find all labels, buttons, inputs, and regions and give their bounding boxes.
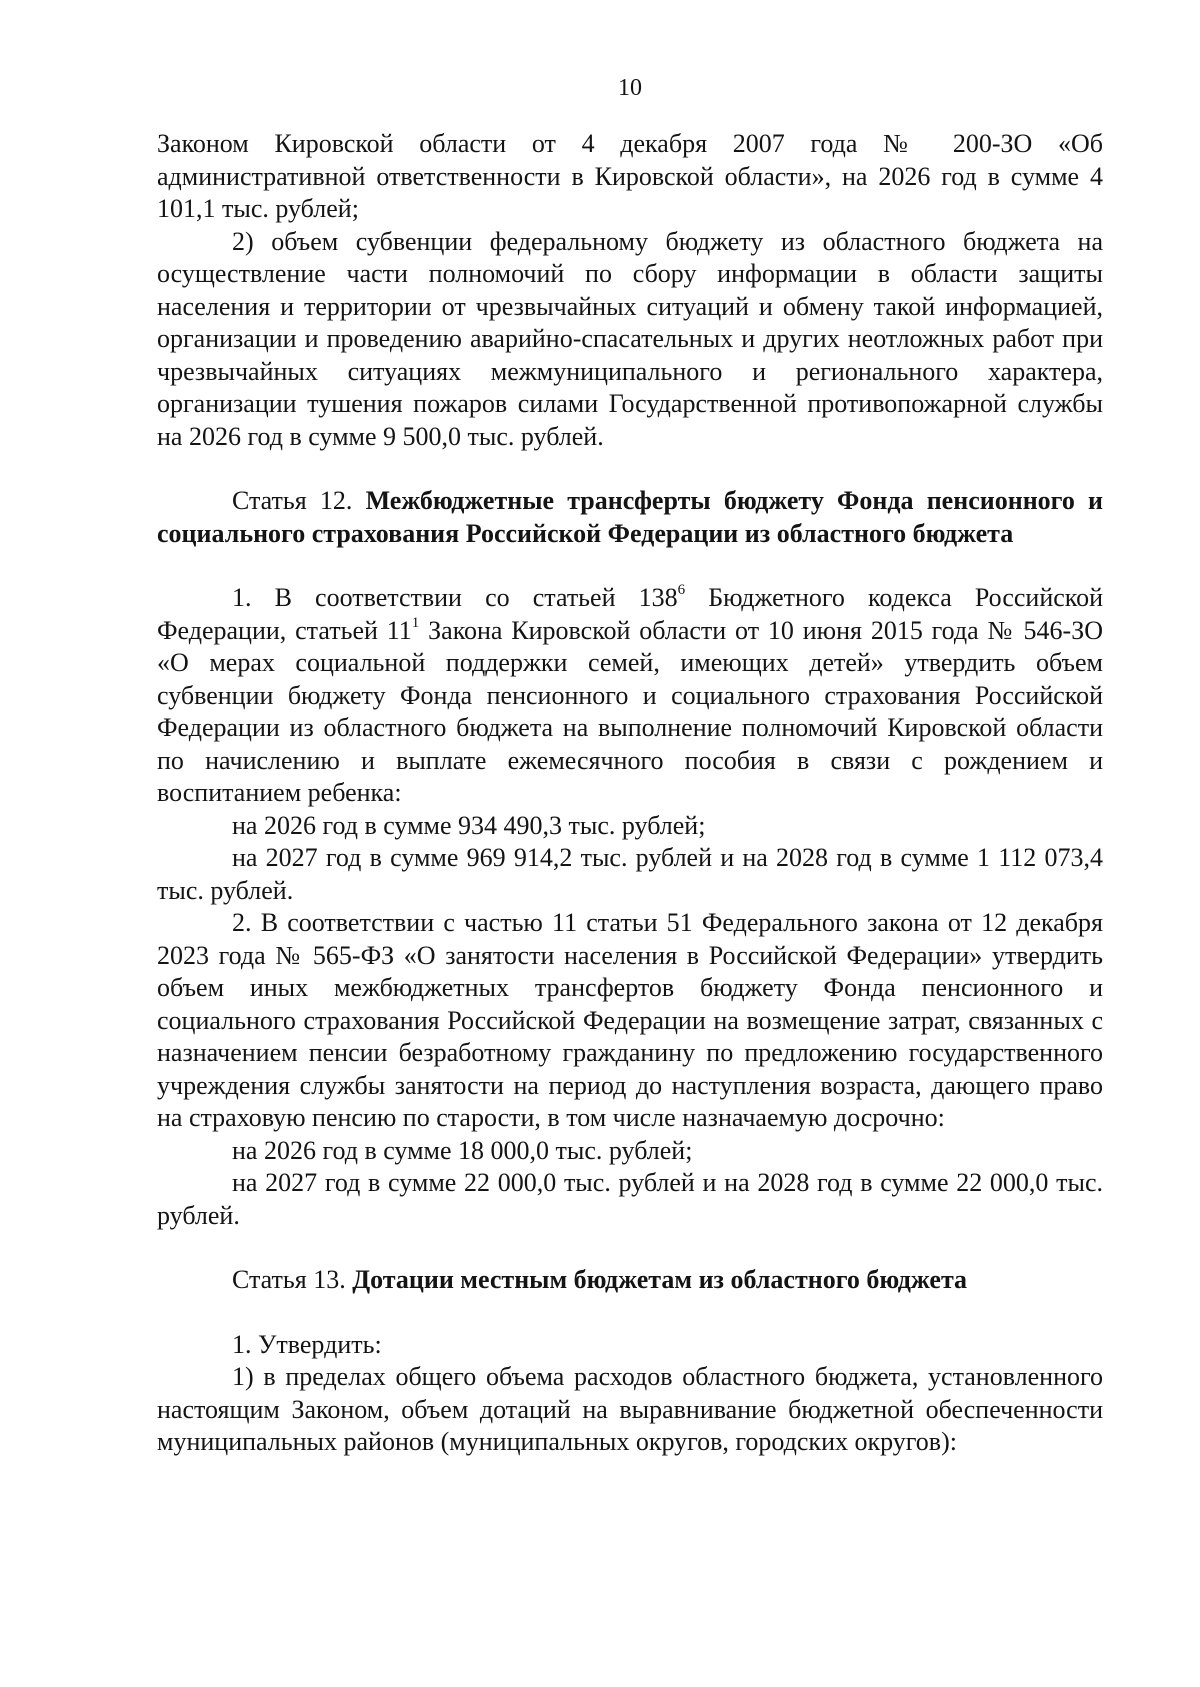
article-12-p2-amount-2027-2028: на 2027 год в сумме 22 000,0 тыс. рублей и на 2028 год в сумме 22 000,0 тыс. рублей. <box>157 1168 1103 1230</box>
paragraph-top-continuation: Законом Кировской области от 4 декабря 2007 года № 200-ЗО «Об административной ответственности в Кировской области», на 2026 год в сумме 4 101,1 тыс. рублей; <box>157 129 1103 223</box>
article-12-paragraph-2: 2. В соответствии с частью 11 статьи 51 Федерального закона от 12 декабря 2023 года № 565-ФЗ «О занятости населения в Российской Федерации» утвердить объем иных межбюджетных трансфертов бюджету Фонда пенсионного и социального страхования Российской Федерации на возмещение затрат, связанных с назначением пенсии безработному гражданину по предложению государственного учреждения службы занятости на период до наступления возраста, дающего право на страховую пенсию по старости, в том числе назначаемую досрочно: <box>157 908 1103 1132</box>
article-12-amount-2027-2028: на 2027 год в сумме 969 914,2 тыс. рублей и на 2028 год в сумме 1 112 073,4 тыс. рублей. <box>157 843 1103 905</box>
article-13-title: Дотации местным бюджетам из областного бюджета <box>352 1265 968 1294</box>
article-12-p2-amount-2026: на 2026 год в сумме 18 000,0 тыс. рублей; <box>232 1135 693 1165</box>
article-13-paragraph-1: 1. Утвердить: <box>232 1329 382 1359</box>
article-12-title: Межбюджетные трансферты бюджету Фонда пенсионного и социального страхования Российской Федерации из областного бюджета <box>157 486 1104 548</box>
article-12-paragraph-1: 1. В соответствии со статьей $138^6$ Бюджетного кодекса Российской Федерации, статьей $11^1$ Закона Кировской области от 10 июня 2015 года № 546-ЗО «О мерах социальной поддержки семей, имеющих детей» утвердить объем субвенции бюджету Фонда пенсионного и социального страхования Российской Федерации из областного бюджета на выполнение полномочий Кировской области по начислению и выплате ежемесячного пособия в связи с рождением и воспитанием ребенка: <box>157 582 1103 807</box>
document-body <box>157 128 1103 1459</box>
article-12-amount-2026: на 2026 год в сумме 934 490,3 тыс. рублей; <box>232 810 706 840</box>
article-13-paragraph-2: 1) в пределах общего объема расходов областного бюджета, установленного настоящим Законом, объем дотаций на выравнивание бюджетной обеспеченности муниципальных районов (муниципальных округов, городских округов): <box>157 1362 1103 1456</box>
paragraph-subvention-federal: 2) объем субвенции федеральному бюджету из областного бюджета на осуществление части полномочий по сбору информации в области защиты населения и территории от чрезвычайных ситуаций и обмену такой информацией, организации и проведению аварийно-спасательных и других неотложных работ при чрезвычайных ситуациях межмуниципального и регионального характера, организации тушения пожаров силами Государственной противопожарной службы на 2026 год в сумме 9 500,0 тыс. рублей. <box>157 226 1103 451</box>
article-12-label: Статья 12. <box>232 486 353 515</box>
page-number: 10 <box>618 75 642 101</box>
article-12-heading <box>157 485 1103 550</box>
article-13-label: Статья 13. <box>232 1265 346 1294</box>
article-13-heading <box>157 1264 1103 1297</box>
